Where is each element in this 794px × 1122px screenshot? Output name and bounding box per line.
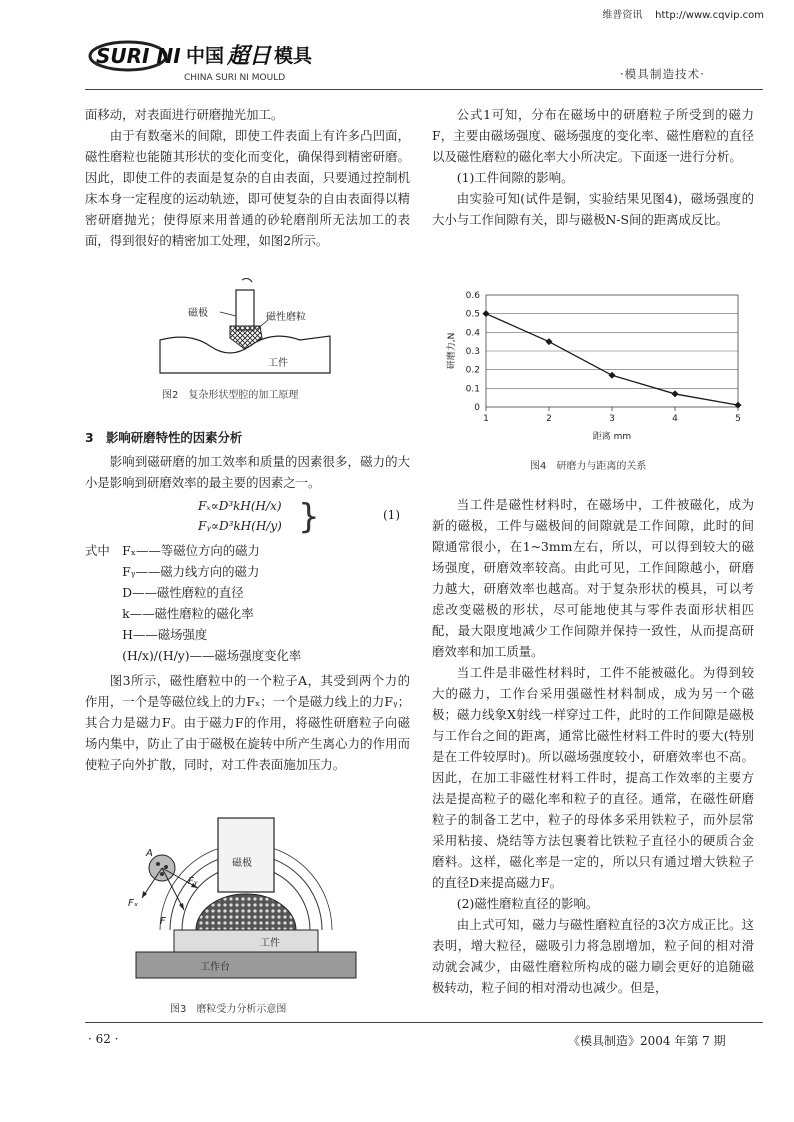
header-site	[602, 6, 764, 21]
def-item: Fᵧ——磁力线方向的磁力	[85, 564, 260, 579]
fig3-label-A: A	[146, 848, 153, 859]
fig3-table	[136, 952, 356, 978]
fig3-label-Fy: Fᵧ	[188, 876, 198, 887]
x-tick-label: 1	[483, 414, 489, 424]
y-tick-label: 0.5	[465, 309, 480, 320]
fig2-caption: 图2 复杂形状型腔的加工原理	[162, 390, 299, 401]
fig2-pole	[236, 290, 254, 330]
fig3-pole	[218, 818, 274, 892]
right-p2: (1)工件间隙的影响。	[456, 170, 574, 185]
svg-text:超日: 超日	[227, 44, 272, 69]
fig3-caption: 图3 磨粒受力分析示意图	[170, 1004, 287, 1015]
fig2-label-work: 工件	[268, 358, 288, 369]
y-tick-label: 0.4	[465, 328, 480, 339]
x-tick-label: 4	[672, 414, 678, 424]
right-p5: 当工件是非磁性材料时，工件不能被磁化。为得到较大的磁力，工作台采用强磁性材料制成，成为另一个磁极；磁力线象X射线一样穿过工件，此时的工作间隙是磁极与工作台之间的距离，通常比磁性材料工件时的要大(特别是在工件较厚时)。所以磁场强度较小，研磨效率也不高。因此，在加工非磁性材料工件时，提高工作效率的主要方法是提高粒子的磁化率和粒子的直径。通常，在磁性研磨粒子的制备工艺中，粒子的母体多采用铁粒子，而外层常采用粘接、烧结等方法包裹着比铁粒子直径小的硬质合金磨料。这样，磁化率是一定的，所以只有通过增大铁粒子的直径D来提高磁力F。	[432, 665, 754, 890]
fig3-label-F: F	[160, 916, 166, 927]
x-tick-label: 3	[609, 414, 615, 424]
right-p7: 由上式可知，磁力与磁性磨粒直径的3次方成正比。这表明，增大粒径，磁吸引力将急剧增加，粒子间的相对滑动就会减少，由磁性磨粒所构成的磁力刷会更好的追随磁极转动，粒子间的相对滑动也减少。但是，	[432, 917, 754, 995]
right-p4: 当工件是磁性材料时，在磁场中，工件被磁化，成为新的磁极，工件与磁极间的间隙就是工作间隙，此时的间隙通常很小，在1~3mm左右，所以，可以得到较大的磁场强度，研磨效率较高。由此可见，工作间隙越小，研磨力越大，研磨效率也越高。对于复杂形状的模具，可以考虑改变磁极的形状，尽可能地使其与零件表面形状相匹配，最大限度地减少工作间隙并保持一致性，从而提高研磨效率和加工质量。	[432, 497, 754, 659]
logo-cn2: 模具	[274, 45, 313, 67]
y-tick-label: 0	[474, 403, 480, 413]
right-p3: 由实验可知(试件是铜，实验结果见图4)，磁场强度的大小与工作间隙有关，即与磁极N-S间的距离成反比。	[432, 191, 754, 227]
def-item: k——磁性磨粒的磁化率	[85, 606, 254, 621]
left-col-mid	[85, 451, 410, 493]
fig2-label-pole: 磁极	[188, 308, 208, 319]
left-col-bottom	[85, 670, 410, 775]
logo-cn: 中国	[186, 45, 225, 67]
logo-en: SURI NI	[96, 44, 181, 68]
formula-fx: Fₓ∝D³kH(H/x)	[198, 499, 282, 513]
right-col-bottom	[432, 494, 754, 998]
y-tick-label: 0.3	[465, 347, 480, 357]
fig2-diagram	[150, 278, 350, 378]
figure-2	[150, 278, 350, 378]
fig3-label-Fx: Fₓ	[128, 898, 139, 909]
fig4-caption: 图4 研磨力与距离的关系	[530, 461, 647, 472]
site-label: 维普资讯	[602, 10, 643, 21]
header-rule	[85, 89, 763, 90]
def-item: 式中 Fₓ——等磁位方向的磁力	[85, 543, 260, 558]
section-3-title: 3 影响研磨特性的因素分析	[85, 430, 243, 445]
figure-4	[440, 285, 760, 450]
formula-definitions	[85, 540, 301, 666]
left-p2: 由于有数毫米的间隙，即使工件表面上有许多凸凹面，磁性磨粒也能随其形状的变化而变化，确保得到精密研磨。因此，即使工件的表面是复杂的自由表面，只要通过控制机床本身一定程度的运动轨迹，即可使复杂的自由表面得以精密研磨抛光；使得原来用普通的砂轮磨削所无法加工的表面，得到很好的精密加工处理，如图2所示。	[85, 128, 410, 248]
figure-3	[120, 812, 360, 992]
journal-issue: 《模具制造》2004 年第 7 期	[568, 1034, 726, 1048]
chart-svg	[440, 285, 760, 450]
y-tick-label: 0.6	[465, 291, 480, 301]
page-number: · 62 ·	[88, 1032, 119, 1046]
fig3-diagram	[120, 812, 360, 992]
def-item: D——磁性磨粒的直径	[85, 585, 244, 600]
section-tag: ·模具制造技术·	[620, 67, 705, 81]
formula-fy: Fᵧ∝D³kH(H/y)	[198, 519, 282, 533]
fig3-label-work: 工件	[260, 938, 280, 949]
x-axis-label: 距离 mm	[592, 432, 632, 442]
fig3-label-pole: 磁极	[232, 858, 252, 869]
right-p6: (2)磁性磨粒直径的影响。	[456, 896, 599, 911]
x-tick-label: 5	[735, 414, 741, 424]
x-tick-label: 2	[546, 414, 552, 424]
fig2-label-grains: 磁性磨粒	[266, 312, 306, 323]
def-item: H——磁场强度	[85, 627, 208, 642]
fig3-workpiece	[174, 930, 318, 952]
logo-sub: CHINA SURI NI MOULD	[184, 73, 286, 83]
formula-brace: }	[298, 497, 320, 537]
site-url[interactable]: http://www.cqvip.com	[655, 10, 764, 21]
logo-graphic	[88, 30, 318, 84]
fig3-label-table: 工作台	[200, 962, 230, 973]
left-p3: 影响到磁研磨的加工效率和质量的因素很多，磁力的大小是影响到研磨效率的最主要的因素之一。	[85, 454, 410, 490]
footer-rule	[85, 1022, 763, 1023]
formula-number: (1)	[383, 508, 400, 522]
y-tick-label: 0.1	[465, 384, 480, 395]
left-p4: 图3所示，磁性磨粒中的一个粒子A，其受到两个力的作用，一个是等磁位线上的力Fₓ；一个是磁力线上的力Fᵧ；其合力是磁力F。由于磁力F的作用，将磁性研磨粒子向磁场内集中，防止了由于磁极在旋转中所产生离心力的作用而使粒子向外扩散，同时，对工件表面施加压力。	[85, 673, 410, 772]
right-col-top	[432, 104, 754, 230]
def-item: (H/x)/(H/y)——磁场强度变化率	[85, 648, 302, 663]
left-p1: 面移动，对表面进行研磨抛光加工。	[85, 107, 284, 122]
y-axis-label: 研磨力,N	[447, 332, 457, 370]
journal-logo	[88, 30, 318, 84]
left-col-top	[85, 104, 410, 251]
y-tick-label: 0.2	[465, 365, 480, 376]
right-p1: 公式1可知，分布在磁场中的研磨粒子所受到的磁力F，主要由磁场强度、磁场强度的变化率、磁性磨粒的直径以及磁性磨粒的磁化率大小所决定。下面逐一进行分析。	[432, 107, 754, 164]
